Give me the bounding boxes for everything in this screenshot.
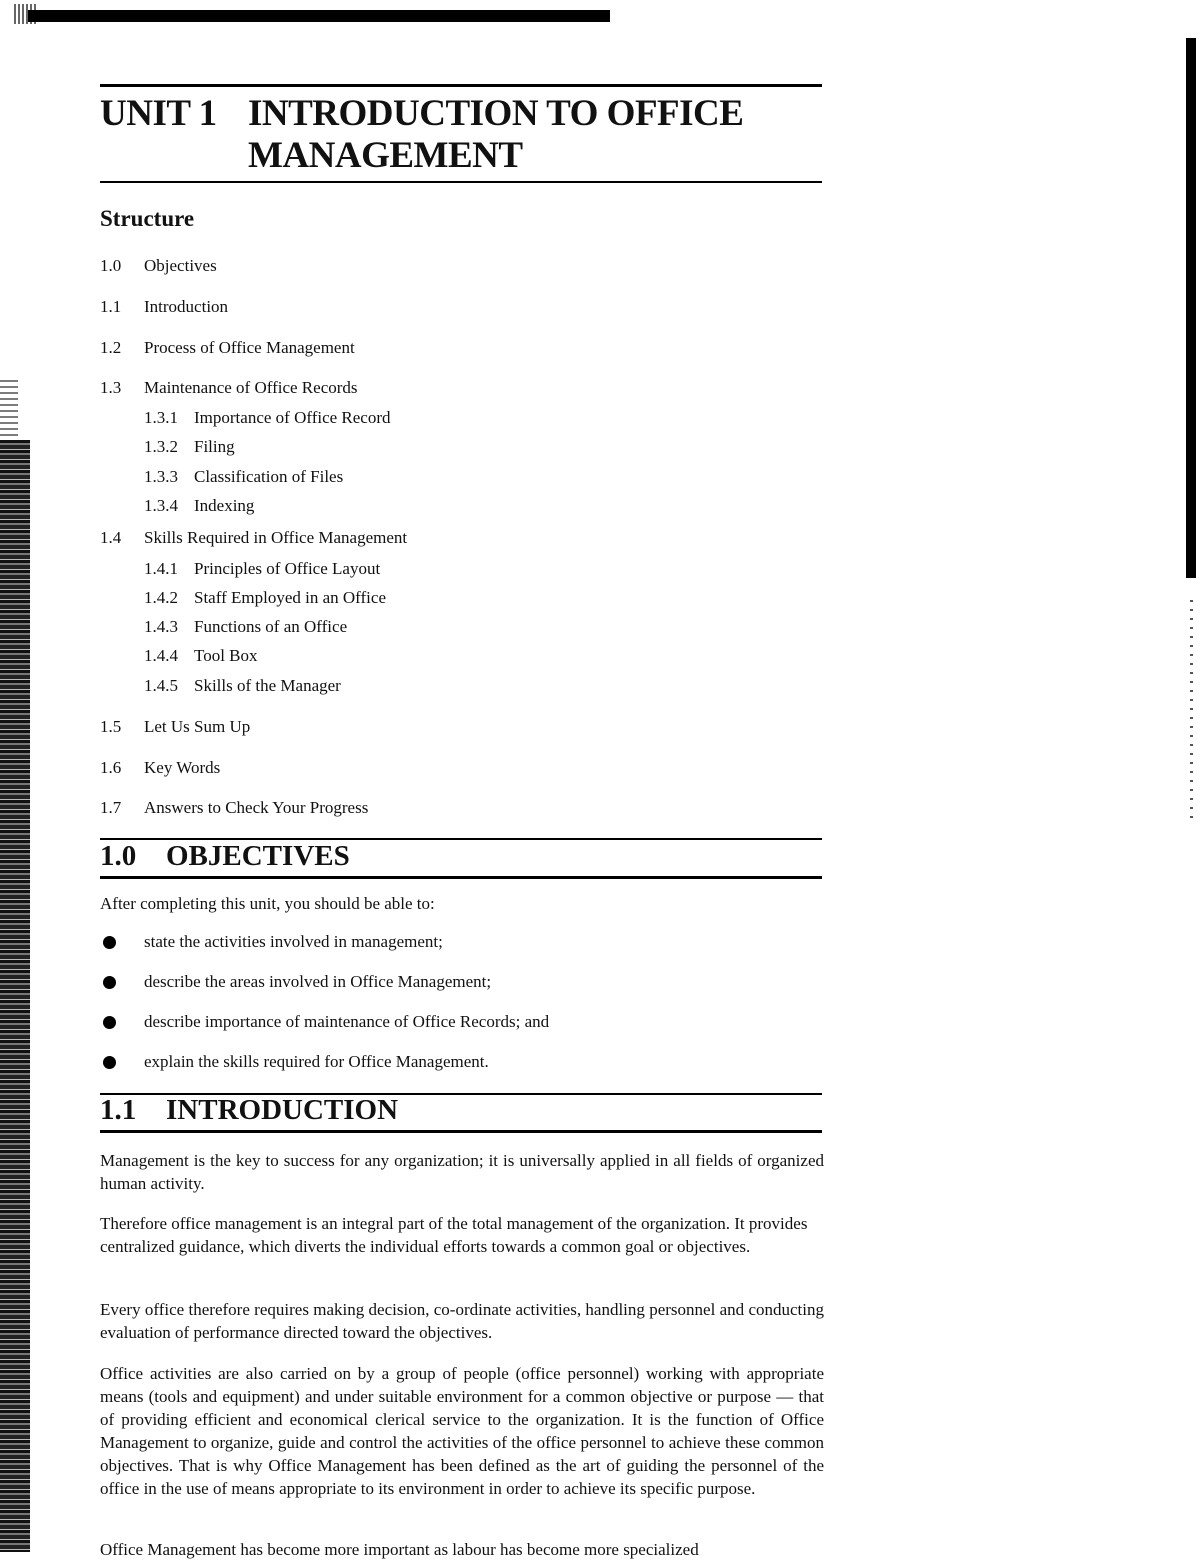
toc-item-number: 1.4.5	[144, 676, 178, 695]
toc-item-number: 1.1	[100, 297, 122, 316]
unit-label: UNIT 1	[100, 93, 217, 134]
toc-item-label: Answers to Check Your Progress	[144, 798, 369, 817]
toc-item-number: 1.3.2	[144, 437, 178, 456]
toc-item-number: 1.3.1	[144, 408, 178, 427]
toc-item-label: Process of Office Management	[144, 338, 355, 357]
objectives-heading	[100, 840, 350, 873]
scan-artifact-right-dots	[1190, 600, 1193, 820]
toc-item-number: 1.4.2	[144, 588, 178, 607]
intro-paragraph-cutoff: Office Management has become more important as labour has become more specialized	[100, 1540, 699, 1559]
toc-item-label: Importance of Office Record	[194, 408, 391, 427]
objective-bullet-text: state the activities involved in management;	[144, 932, 443, 951]
objectives-section-number: 1.0	[100, 840, 137, 872]
objectives-section-title: OBJECTIVES	[166, 840, 350, 872]
objective-bullet-text: explain the skills required for Office Management.	[144, 1052, 489, 1071]
toc-item-number: 1.4.3	[144, 617, 178, 636]
intro-paragraph: Office activities are also carried on by a group of people (office personnel) working with appropriate means (tools and equipment) and under suitable environment for a common objective or purpose — that of providing efficient and economical clerical service to the organization. It is the function of Office Management to organize, guide and control the activities of the office personnel to achieve these common objectives. That is why Office Management has been defined as the art of guiding the personnel of the office in the use of means appropriate to its environment in order to achieve its specific purpose.	[100, 1364, 824, 1498]
toc-item-label: Let Us Sum Up	[144, 717, 251, 736]
scan-artifact-top-bar	[28, 10, 610, 22]
structure-heading: Structure	[100, 206, 195, 231]
toc-item-label: Functions of an Office	[194, 617, 348, 636]
toc-item-label: Filing	[194, 437, 235, 456]
toc-item-label: Classification of Files	[194, 467, 344, 486]
toc-item-number: 1.4.4	[144, 646, 178, 665]
introduction-section-number: 1.1	[100, 1094, 137, 1126]
toc-item-number: 1.5	[100, 717, 122, 736]
toc-item-label: Tool Box	[194, 646, 258, 665]
scan-artifact-left-edge	[0, 440, 30, 1552]
intro-paragraph: Every office therefore requires making decision, co-ordinate activities, handling personnel and conducting evaluation of performance directed toward the objectives.	[100, 1300, 824, 1342]
toc-item-number: 1.6	[100, 758, 122, 777]
toc-item-number: 1.7	[100, 798, 122, 817]
toc-item-number: 1.3.3	[144, 467, 178, 486]
scan-artifact-right-edge	[1186, 38, 1196, 578]
toc-item-label: Objectives	[144, 256, 217, 275]
toc-item-label: Indexing	[194, 496, 255, 515]
intro-paragraph: Management is the key to success for any organization; it is universally applied in all fields of organized human activity.	[100, 1151, 824, 1193]
toc-item-label: Staff Employed in an Office	[194, 588, 386, 607]
toc-item-label: Maintenance of Office Records	[144, 378, 358, 397]
toc-item-number: 1.2	[100, 338, 122, 357]
objective-bullet-text: describe importance of maintenance of Office Records; and	[144, 1012, 550, 1031]
bullet-icon	[103, 1056, 116, 1069]
toc-item-label: Introduction	[144, 297, 229, 316]
unit-title: INTRODUCTION TO OFFICE MANAGEMENT	[248, 93, 744, 176]
introduction-bottom-rule	[100, 1130, 822, 1133]
objective-bullet-text: describe the areas involved in Office Management;	[144, 972, 492, 991]
toc-item-number: 1.3.4	[144, 496, 178, 515]
bullet-icon	[103, 1016, 116, 1029]
bullet-icon	[103, 936, 116, 949]
toc-item-label: Skills Required in Office Management	[144, 528, 408, 547]
unit-bottom-rule	[100, 181, 822, 183]
bullet-icon	[103, 976, 116, 989]
introduction-section-title: INTRODUCTION	[166, 1094, 399, 1126]
unit-top-rule	[100, 84, 822, 87]
objectives-intro: After completing this unit, you should be able to:	[100, 894, 435, 913]
toc-item-label: Key Words	[144, 758, 221, 777]
intro-paragraph: Therefore office management is an integral part of the total management of the organization. It provides centralized guidance, which diverts the individual efforts towards a common goal or objectives.	[100, 1214, 808, 1256]
toc-item-number: 1.4.1	[144, 559, 178, 578]
toc-item-number: 1.3	[100, 378, 122, 397]
toc-item-number: 1.4	[100, 528, 122, 547]
introduction-heading	[100, 1094, 398, 1127]
toc-item-label: Principles of Office Layout	[194, 559, 381, 578]
toc-item-number: 1.0	[100, 256, 122, 275]
toc-item-label: Skills of the Manager	[194, 676, 341, 695]
objectives-bottom-rule	[100, 876, 822, 879]
